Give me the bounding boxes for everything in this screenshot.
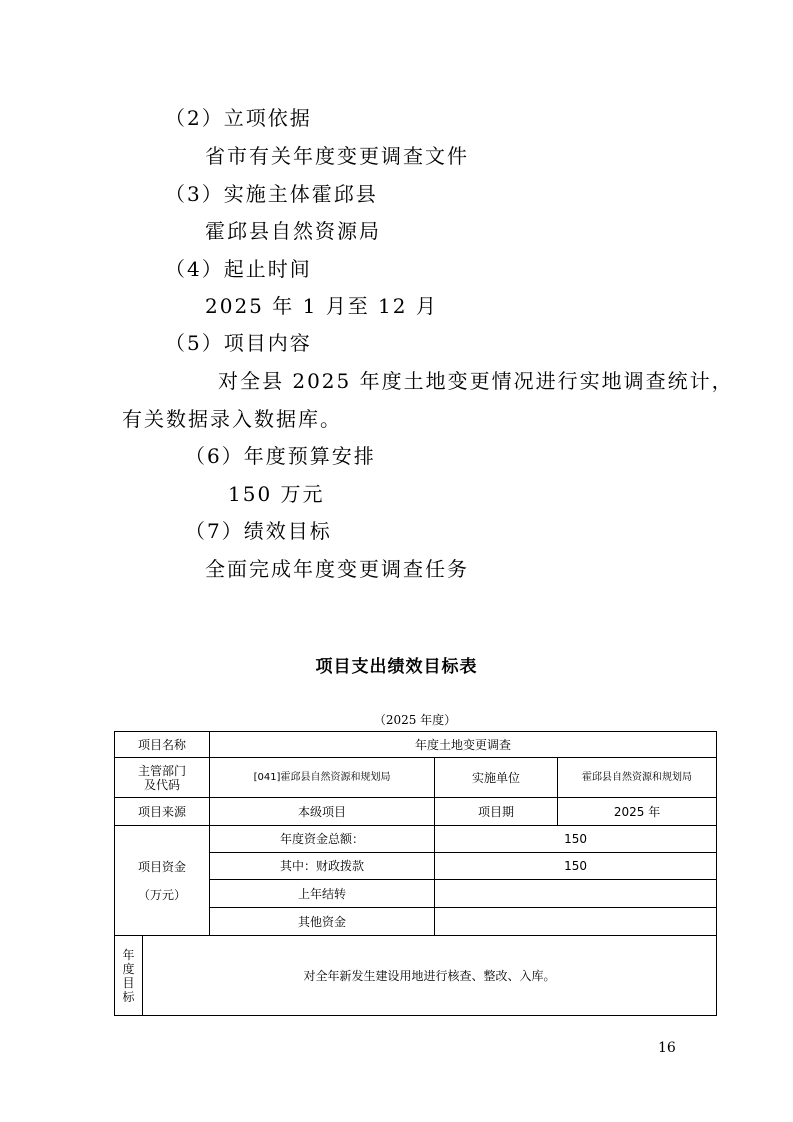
total-funds-label: 年度资金总额： (210, 826, 435, 853)
other-funds-label: 其他资金 (210, 908, 435, 936)
goal-label-char: 标 (122, 989, 135, 1004)
funds-label-line-2: （万元） (138, 887, 187, 902)
impl-unit-label: 实施单位 (435, 758, 558, 798)
project-name-label: 项目名称 (115, 732, 210, 758)
goal-label-char: 年 (122, 947, 135, 962)
carryover-label: 上年结转 (210, 880, 435, 908)
target-text: 全面完成年度变更调查任务 (205, 557, 469, 581)
funds-label-line-1: 项目资金 (138, 859, 187, 874)
dept-value: [041]霍邱县自然资源和规划局 (210, 758, 435, 798)
period-text: 2025 年 1 月至 12 月 (205, 294, 438, 318)
fiscal-funds-label: 其中：财政拨款 (210, 853, 435, 880)
table-title: 项目支出绩效目标表 (315, 657, 478, 677)
table-row (115, 936, 717, 1016)
page-number: 16 (658, 1040, 676, 1056)
basis-text: 省市有关年度变更调查文件 (205, 144, 469, 168)
content-heading: （5）项目内容 (165, 331, 312, 355)
other-funds-value (435, 908, 717, 936)
dept-label-line-2: 及代码 (144, 777, 181, 792)
period-value: 2025 年 (558, 798, 717, 826)
period-label: 项目期 (435, 798, 558, 826)
table-row (115, 826, 717, 853)
content-line-1: 对全县 2025 年度土地变更情况进行实地调查统计， (218, 369, 734, 393)
table-row (115, 758, 717, 798)
goal-text: 对全年新发生建设用地进行核查、整改、入库。 (143, 936, 717, 1016)
goal-label-char: 度 (122, 961, 135, 976)
dept-label (115, 758, 210, 798)
dept-label-line-1: 主管部门 (138, 763, 187, 778)
target-heading: （7）绩效目标 (185, 519, 332, 543)
table-year-label: （2025 年度） (373, 713, 457, 727)
table-row (115, 732, 717, 758)
goal-label-char: 目 (122, 975, 135, 990)
carryover-value (435, 880, 717, 908)
fiscal-funds-value: 150 (435, 853, 717, 880)
budget-text: 150 万元 (228, 482, 325, 506)
table-row (115, 798, 717, 826)
source-value: 本级项目 (210, 798, 435, 826)
budget-heading: （6）年度预算安排 (185, 444, 376, 468)
total-funds-value: 150 (435, 826, 717, 853)
subject-heading: （3）实施主体霍邱县 (165, 182, 378, 206)
basis-heading: （2）立项依据 (165, 106, 312, 130)
goal-label (115, 936, 143, 1016)
funds-label (115, 826, 210, 936)
subject-text: 霍邱县自然资源局 (205, 219, 381, 243)
content-line-2: 有关数据录入数据库。 (122, 407, 342, 431)
performance-target-table (114, 731, 717, 1016)
project-name-value: 年度土地变更调查 (210, 732, 717, 758)
source-label: 项目来源 (115, 798, 210, 826)
impl-unit-value: 霍邱县自然资源和规划局 (558, 758, 717, 798)
period-heading: （4）起止时间 (165, 257, 312, 281)
